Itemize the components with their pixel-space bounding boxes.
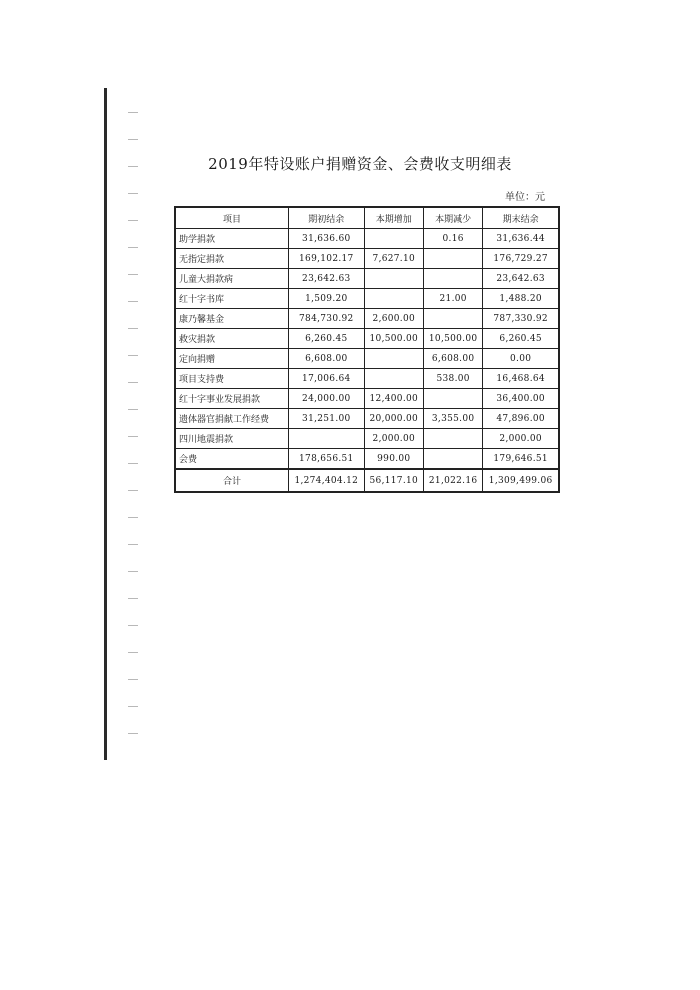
margin-tick	[128, 409, 138, 410]
row-item: 康乃馨基金	[175, 309, 289, 329]
total-decrease: 21,022.16	[423, 469, 482, 492]
row-increase: 990.00	[364, 449, 423, 470]
row-decrease	[423, 429, 482, 449]
row-decrease	[423, 389, 482, 409]
total-opening: 1,274,404.12	[289, 469, 365, 492]
row-increase	[364, 269, 423, 289]
row-closing: 2,000.00	[483, 429, 559, 449]
margin-tick	[128, 733, 138, 734]
margin-tick	[128, 382, 138, 383]
unit-label: 单位：元	[505, 192, 545, 203]
total-label: 合计	[175, 469, 289, 492]
row-item: 红十字书库	[175, 289, 289, 309]
table-row	[175, 289, 559, 309]
row-opening: 169,102.17	[289, 249, 365, 269]
row-closing: 0.00	[483, 349, 559, 369]
table-row	[175, 309, 559, 329]
row-opening: 23,642.63	[289, 269, 365, 289]
row-increase	[364, 349, 423, 369]
row-item: 定向捐赠	[175, 349, 289, 369]
row-item: 红十字事业发展捐款	[175, 389, 289, 409]
row-item: 儿童大捐款病	[175, 269, 289, 289]
table-row	[175, 369, 559, 389]
row-closing: 23,642.63	[483, 269, 559, 289]
row-decrease: 10,500.00	[423, 329, 482, 349]
row-closing: 176,729.27	[483, 249, 559, 269]
row-decrease: 538.00	[423, 369, 482, 389]
row-closing: 36,400.00	[483, 389, 559, 409]
row-item: 救灾捐款	[175, 329, 289, 349]
table-row	[175, 389, 559, 409]
margin-tick	[128, 571, 138, 572]
header-item: 项目	[175, 207, 289, 229]
margin-tick	[128, 679, 138, 680]
header-closing: 期末结余	[483, 207, 559, 229]
row-decrease	[423, 449, 482, 470]
ledger-table	[174, 206, 560, 493]
row-increase: 2,600.00	[364, 309, 423, 329]
row-decrease	[423, 249, 482, 269]
row-item: 无指定捐款	[175, 249, 289, 269]
header-opening: 期初结余	[289, 207, 365, 229]
margin-tick	[128, 139, 138, 140]
header-row	[175, 207, 559, 229]
margin-tick	[128, 355, 138, 356]
row-opening: 6,260.45	[289, 329, 365, 349]
margin-tick	[128, 112, 138, 113]
row-decrease: 21.00	[423, 289, 482, 309]
table-row	[175, 409, 559, 429]
row-opening: 6,608.00	[289, 349, 365, 369]
margin-tick	[128, 706, 138, 707]
margin-tick	[128, 490, 138, 491]
row-item: 四川地震捐款	[175, 429, 289, 449]
row-opening: 17,006.64	[289, 369, 365, 389]
margin-tick	[128, 463, 138, 464]
row-increase	[364, 369, 423, 389]
row-increase	[364, 229, 423, 249]
row-opening: 178,656.51	[289, 449, 365, 470]
row-increase: 20,000.00	[364, 409, 423, 429]
row-item: 会费	[175, 449, 289, 470]
row-decrease: 0.16	[423, 229, 482, 249]
table-row	[175, 269, 559, 289]
scan-edge-line	[104, 88, 107, 760]
margin-tick	[128, 436, 138, 437]
row-opening: 24,000.00	[289, 389, 365, 409]
row-increase: 12,400.00	[364, 389, 423, 409]
row-closing: 179,646.51	[483, 449, 559, 470]
row-decrease	[423, 309, 482, 329]
header-increase: 本期增加	[364, 207, 423, 229]
margin-tick	[128, 598, 138, 599]
row-closing: 16,468.64	[483, 369, 559, 389]
margin-tick	[128, 328, 138, 329]
margin-tick	[128, 274, 138, 275]
row-decrease: 3,355.00	[423, 409, 482, 429]
margin-tick	[128, 625, 138, 626]
table-row	[175, 329, 559, 349]
table-row	[175, 449, 559, 470]
margin-tick	[128, 301, 138, 302]
row-opening: 784,730.92	[289, 309, 365, 329]
row-item: 遗体器官捐献工作经费	[175, 409, 289, 429]
total-row	[175, 469, 559, 492]
row-decrease: 6,608.00	[423, 349, 482, 369]
row-closing: 31,636.44	[483, 229, 559, 249]
table-row	[175, 249, 559, 269]
row-opening: 1,509.20	[289, 289, 365, 309]
row-opening: 31,636.60	[289, 229, 365, 249]
row-opening: 31,251.00	[289, 409, 365, 429]
header-decrease: 本期减少	[423, 207, 482, 229]
row-increase: 2,000.00	[364, 429, 423, 449]
table-row	[175, 349, 559, 369]
row-decrease	[423, 269, 482, 289]
row-increase: 10,500.00	[364, 329, 423, 349]
margin-tick	[128, 652, 138, 653]
margin-tick	[128, 247, 138, 248]
row-increase	[364, 289, 423, 309]
margin-tick	[128, 166, 138, 167]
document-title: 2019年特设账户捐赠资金、会费收支明细表	[208, 155, 512, 173]
row-increase: 7,627.10	[364, 249, 423, 269]
row-closing: 787,330.92	[483, 309, 559, 329]
row-closing: 6,260.45	[483, 329, 559, 349]
row-closing: 1,488.20	[483, 289, 559, 309]
margin-tick	[128, 220, 138, 221]
margin-tick	[128, 517, 138, 518]
total-increase: 56,117.10	[364, 469, 423, 492]
row-item: 项目支持费	[175, 369, 289, 389]
row-item: 助学捐款	[175, 229, 289, 249]
margin-tick	[128, 544, 138, 545]
row-closing: 47,896.00	[483, 409, 559, 429]
total-closing: 1,309,499.06	[483, 469, 559, 492]
margin-tick	[128, 193, 138, 194]
table-row	[175, 429, 559, 449]
row-opening	[289, 429, 365, 449]
table-row	[175, 229, 559, 249]
